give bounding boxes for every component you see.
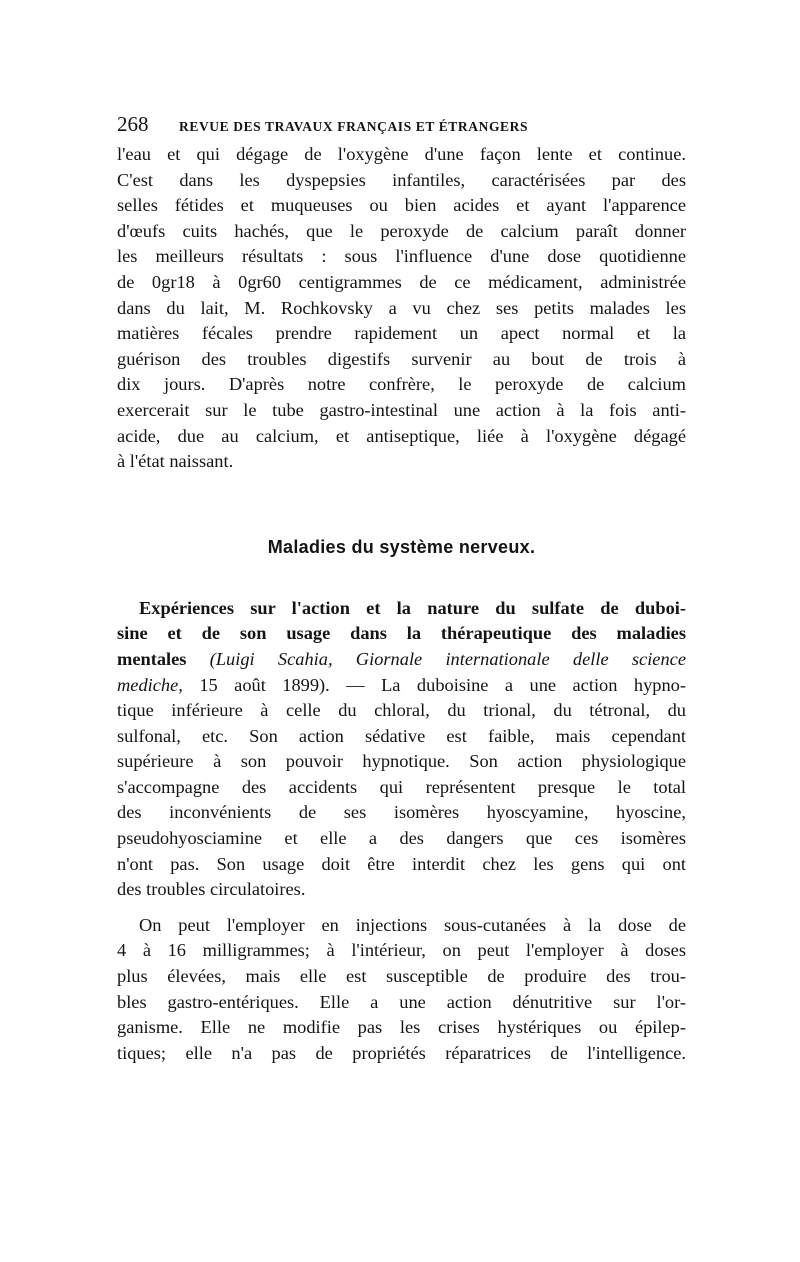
article-citation: (Luigi Scahia, Giornale internationale delle science [186, 648, 686, 669]
text-line [117, 673, 686, 699]
text-line: à l'état naissant. [117, 451, 234, 472]
running-title: REVUE DES TRAVAUX FRANÇAIS ET ÉTRANGERS [179, 119, 529, 134]
article-citation: mediche, [117, 674, 183, 695]
article-text: 15 août 1899). — La duboisine a une action hypno- [182, 674, 686, 695]
text-line: bles gastro-entériques. Elle a une action dénutritive sur l'or- [117, 991, 686, 1012]
text-line: tique inférieure à celle du chloral, du trional, du tétronal, du [117, 700, 686, 721]
running-header [117, 112, 686, 142]
article-paragraph [117, 596, 686, 903]
text-line: les meilleurs résultats : sous l'influence d'une dose quotidienne [117, 246, 686, 267]
article-title: sine et de son usage dans la thérapeutique des maladies [117, 623, 686, 644]
text-line [117, 596, 686, 622]
text-line: dans du lait, M. Rochkovsky a vu chez ses petits malades les [117, 297, 686, 318]
text-line: On peut l'employer en injections sous-cutanées à la dose de [139, 914, 686, 935]
text-line: l'eau et qui dégage de l'oxygène d'une façon lente et continue. [117, 144, 686, 164]
final-paragraph [117, 913, 686, 1067]
text-line: C'est dans les dyspepsies infantiles, caractérisées par des [117, 169, 686, 190]
article-title: Expériences sur l'action et la nature du sulfate de duboi- [139, 597, 686, 618]
text-line [117, 647, 686, 673]
text-line: n'ont pas. Son usage doit être interdit chez les gens qui ont [117, 853, 686, 874]
text-line: sulfonal, etc. Son action sédative est faible, mais cependant [117, 725, 686, 746]
text-line: selles fétides et muqueuses ou bien acides et ayant l'apparence [117, 195, 686, 216]
text-line: tiques; elle n'a pas de propriétés réparatrices de l'intelligence. [117, 1042, 686, 1063]
page-number: 268 [117, 112, 149, 136]
intro-paragraph [117, 142, 686, 475]
text-line: de 0gr18 à 0gr60 centigrammes de ce médicament, administrée [117, 271, 686, 292]
text-line: pseudohyosciamine et elle a des dangers que ces isomères [117, 828, 686, 849]
text-line: des inconvénients de ses isomères hyoscyamine, hyoscine, [117, 802, 686, 823]
text-line: exercerait sur le tube gastro-intestinal une action à la fois anti- [117, 399, 686, 420]
section-heading: Maladies du système nerveux. [267, 536, 536, 557]
text-line: des troubles circulatoires. [117, 879, 306, 900]
text-line: plus élevées, mais elle est susceptible de produire des trou- [117, 966, 686, 987]
paragraph-gap [117, 903, 686, 913]
text-line: 4 à 16 milligrammes; à l'intérieur, on peut l'employer à doses [117, 940, 686, 961]
text-line: supérieure à son pouvoir hypnotique. Son action physiologique [117, 751, 686, 772]
text-line: matières fécales prendre rapidement un apect normal et la [117, 323, 686, 344]
book-page [117, 112, 686, 1066]
text-line [117, 621, 686, 647]
text-line: d'œufs cuits hachés, que le peroxyde de calcium paraît donner [117, 220, 686, 241]
text-line: ganisme. Elle ne modifie pas les crises hystériques ou épilep- [117, 1017, 686, 1038]
text-line: dix jours. D'après notre confrère, le peroxyde de calcium [117, 374, 686, 395]
text-line: acide, due au calcium, et antiseptique, liée à l'oxygène dégagé [117, 425, 686, 446]
text-line: s'accompagne des accidents qui représentent presque le total [117, 776, 686, 797]
article-title: mentales [117, 648, 187, 669]
text-line: guérison des troubles digestifs survenir au bout de trois à [117, 348, 686, 369]
